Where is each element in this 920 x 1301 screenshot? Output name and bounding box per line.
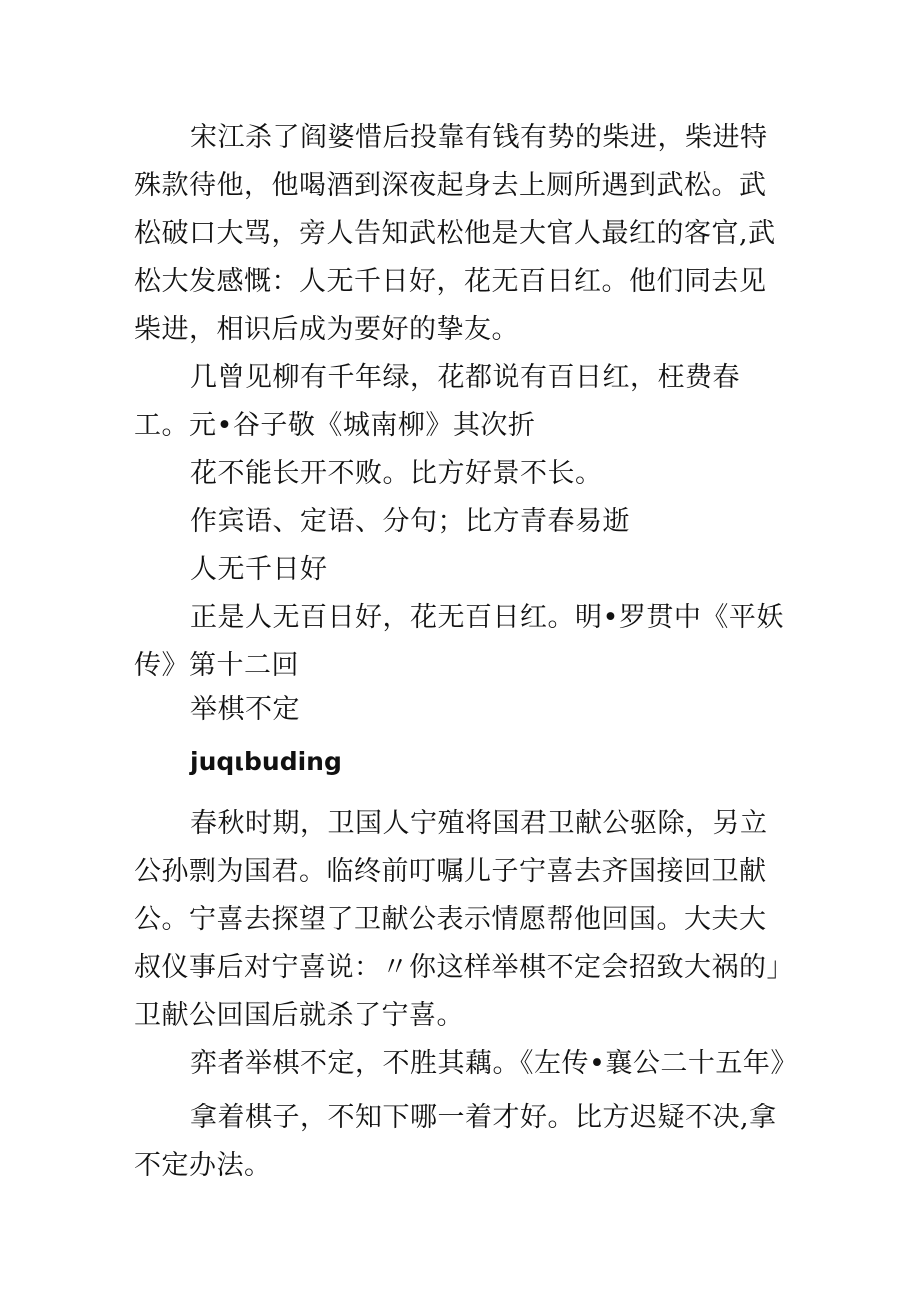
paragraph-usage: 作宾语、定语、分句；比方青春易逝 bbox=[190, 506, 630, 537]
paragraph-quote-ping-yao-zhuan: 正是人无百日好，花无百日红。明•罗贯中《平妖传》第十二回 bbox=[134, 602, 784, 681]
paragraph-song-jiang-story: 宋江杀了阎婆惜后投靠有钱有势的柴进，柴进特殊款待他，他喝酒到深夜起身去上厕所遇到武松。武松破口大骂，旁人告知武松他是大官人最红的客官,武松大发感慨：人无千日好，花无百日红。他们同去见柴进，相识后成为要好的挚友。 bbox=[134, 122, 776, 345]
paragraph-variant: 人无千日好 bbox=[190, 554, 328, 585]
paragraph-quote-zuo-zhuan: 弈者举棋不定，不胜其藕。《左传•襄公二十五年》 bbox=[190, 1048, 798, 1079]
idiom-pinyin: juqιbuding bbox=[190, 747, 342, 776]
idiom-heading: 举棋不定 bbox=[190, 694, 300, 725]
paragraph-quote-city-south-willow: 几曾见柳有千年绿，花都说有百日红，枉费春工。元•谷子敬《城南柳》其次折 bbox=[134, 362, 740, 441]
paragraph-meaning: 花不能长开不败。比方好景不长。 bbox=[190, 458, 603, 489]
paragraph-idiom-meaning: 拿着棋子，不知下哪一着才好。比方迟疑不决,拿不定办法。 bbox=[134, 1102, 777, 1181]
paragraph-wei-state-story: 春秋时期，卫国人宁殖将国君卫献公驱除，另立公孙剽为国君。临终前叮嘱儿子宁喜去齐国接回卫献公。宁喜去探望了卫献公表示情愿帮他回国。大夫大叔仪事后对宁喜说：〃你这样举棋不定会招致大祸的」卫献公回国后就杀了宁喜。 bbox=[134, 808, 781, 1031]
